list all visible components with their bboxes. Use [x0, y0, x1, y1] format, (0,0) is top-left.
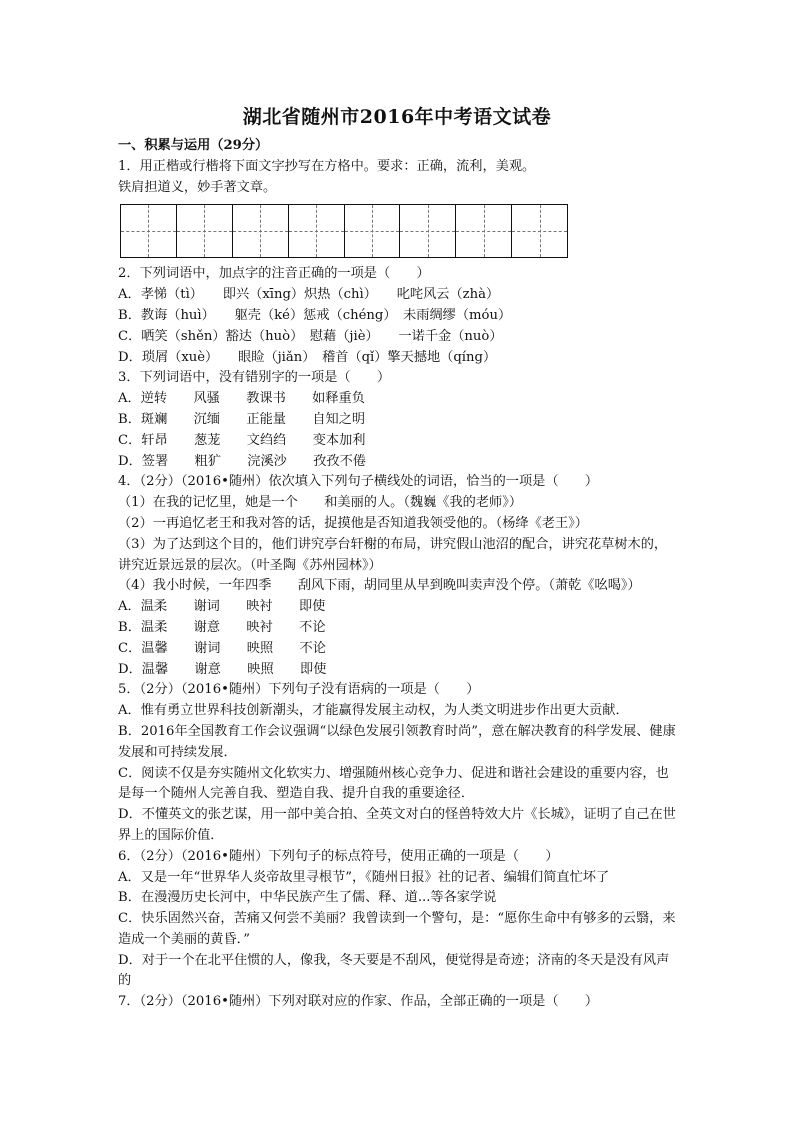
- q3-option-c: C．轩昂 葱茏 文绉绉 变本加利: [118, 432, 366, 448]
- q2-stem: 2．下列词语中，加点字的注音正确的一项是（ ）: [118, 266, 430, 282]
- q2-option-d: D．琐屑（xuè） 眼睑（jiǎn） 稽首（qǐ）擎天撼地（qíng）: [118, 349, 497, 365]
- q4-stem: 4．（2分）（2016•随州）依次填入下列句子横线处的词语，恰当的一项是（ ）: [118, 474, 599, 490]
- q4-option-c: C．温馨 谢词 映照 不论: [118, 640, 326, 656]
- q2-option-a: A．孝悌（tì） 即兴（xīng）炽热（chì） 叱咤风云（zhà）: [118, 287, 500, 303]
- section-heading: 一、积累与运用（29分）: [118, 138, 269, 153]
- q1-stem: 1．用正楷或行楷将下面文字抄写在方格中。要求：正确，流利，美观。: [118, 158, 536, 174]
- q3-option-d: D．签署 粗犷 浣溪沙 孜孜不倦: [118, 453, 366, 469]
- q6-option-d: D．对于一个在北平住惯的人，像我，冬天要是不刮风，便觉得是奇迹；济南的冬天是没有风声的: [118, 952, 670, 989]
- grid-cell[interactable]: [121, 205, 177, 257]
- q6-option-b: B．在漫漫历史长河中，中华民族产生了儒、释、道...等各家学说: [118, 890, 497, 906]
- q6-option-c: C．快乐固然兴奋，苦痛又何尝不美丽？我曾读到一个警句，是：“愿你生命中有够多的云翳，来造成一个美丽的黄昏．”: [118, 911, 676, 947]
- q5-stem: 5．（2分）（2016•随州）下列句子没有语病的一项是（ ）: [118, 682, 480, 698]
- grid-cell[interactable]: [289, 205, 345, 257]
- q6-stem: 6．（2分）（2016•随州）下列句子的标点符号，使用正确的一项是（ ）: [118, 848, 559, 864]
- q6-option-a: A．又是一年“世界华人炎帝故里寻根节”，《随州日报》社的记者、编辑们简直忙坏了: [118, 869, 610, 885]
- q5-option-d: D．不懂英文的张艺谋，用一部中美合拍、全英文对白的怪兽特效大片《长城》，证明了自己在世界上的国际价值．: [118, 807, 676, 843]
- q4-option-d: D．温馨 谢意 映照 即使: [118, 661, 327, 677]
- grid-cell[interactable]: [177, 205, 233, 257]
- q3-option-a: A．逆转 风骚 教课书 如释重负: [118, 391, 365, 407]
- q3-option-b: B．斑斓 沉缅 正能量 自知之明: [118, 411, 366, 427]
- q5-option-b: B．2016年全国教育工作会议强调“以绿色发展引领教育时尚”，意在解决教育的科学发展、健康发展和可持续发展．: [118, 723, 676, 760]
- q2-option-b: B．教诲（huì） 躯壳（ké）惩戒（chéng） 未雨绸缪（móu）: [118, 307, 512, 323]
- q4-sentence-4: （4）我小时候，一年四季 刮风下雨，胡同里从早到晚叫卖声没个停。（萧乾《吆喝》）: [118, 578, 641, 594]
- q4-option-a: A．温柔 谢词 映衬 即使: [118, 599, 326, 615]
- q4-sentence-3: （3）为了达到这个目的，他们讲究亭台轩榭的布局，讲究假山池沼的配合，讲究花草树木的，讲究近景远景的层次。（叶圣陶《苏州园林》）: [118, 536, 668, 573]
- writing-grid[interactable]: [120, 204, 568, 258]
- q4-option-b: B．温柔 谢意 映衬 不论: [118, 619, 326, 635]
- q2-option-c: C．哂笑（shěn）豁达（huò） 慰藉（jiè） 一诺千金（nuò）: [118, 328, 503, 344]
- grid-cell[interactable]: [345, 205, 401, 257]
- grid-cell[interactable]: [512, 205, 567, 257]
- q4-sentence-2: （2）一再追忆老王和我对答的话，捉摸他是否知道我领受他的。（杨绛《老王》）: [118, 515, 588, 531]
- grid-cell[interactable]: [456, 205, 512, 257]
- q1-text: 铁肩担道义，妙手著文章。: [118, 179, 277, 195]
- q4-sentence-1: （1）在我的记忆里，她是一个 和美丽的人。（魏巍《我的老师》）: [118, 495, 522, 511]
- q5-option-c: C．阅读不仅是夯实随州文化软实力、增强随州核心竞争力、促进和谐社会建设的重要内容，也是每一个随州人完善自我、塑造自我、提升自我的重要途径．: [118, 765, 669, 802]
- grid-cell[interactable]: [400, 205, 456, 257]
- q5-option-a: A．惟有勇立世界科技创新潮头，才能赢得发展主动权，为人类文明进步作出更大贡献．: [118, 703, 629, 719]
- q7-stem: 7．（2分）（2016•随州）下列对联对应的作家、作品，全部正确的一项是（ ）: [118, 994, 599, 1010]
- q3-stem: 3．下列词语中，没有错别字的一项是（ ）: [118, 370, 391, 386]
- grid-cell[interactable]: [233, 205, 289, 257]
- page-title: 湖北省随州市2016年中考语文试卷: [242, 106, 552, 128]
- exam-body: [118, 136, 678, 1013]
